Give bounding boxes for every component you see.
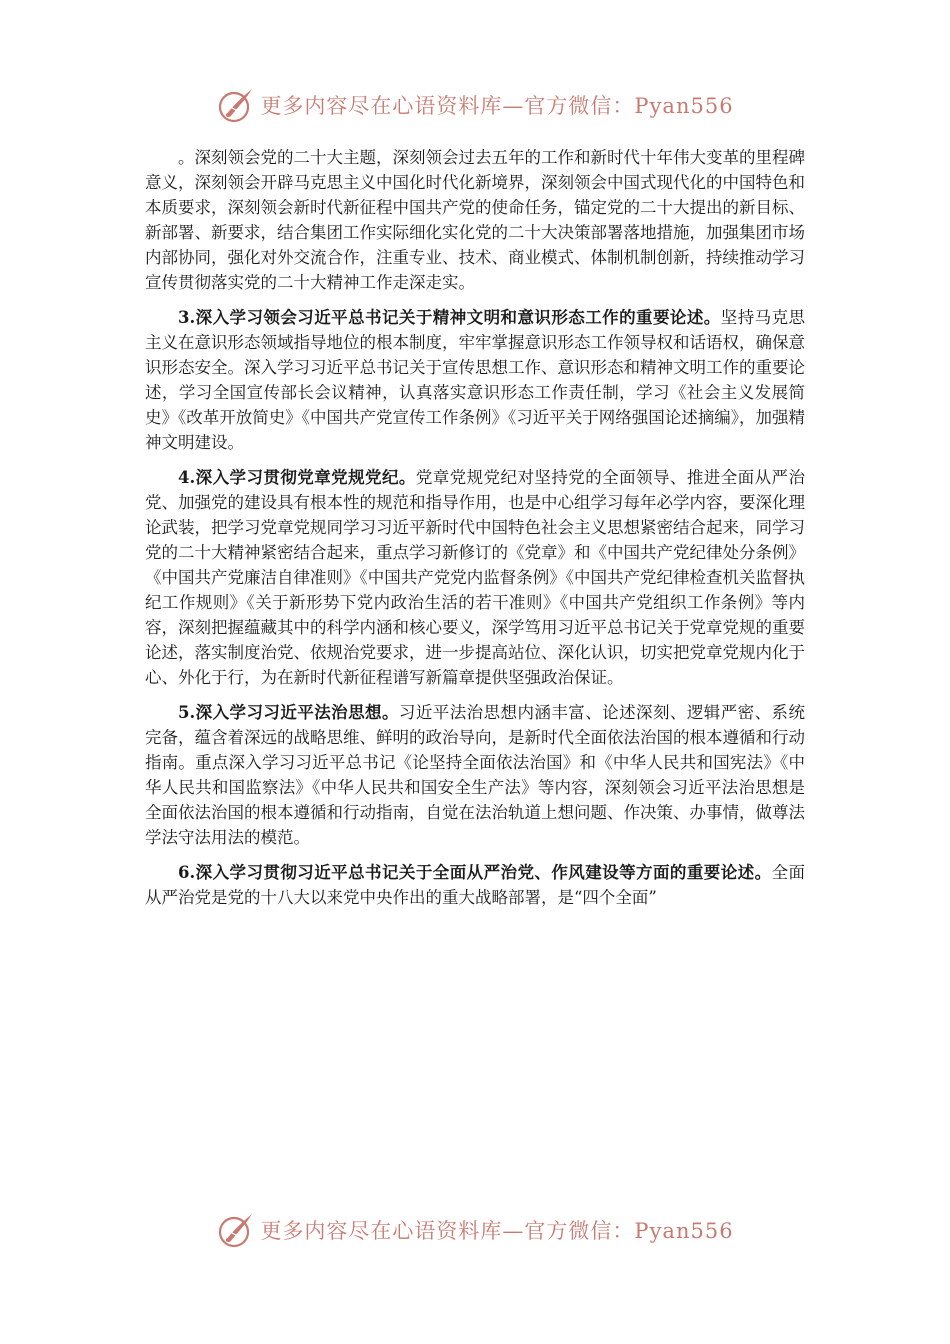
- paragraph-text: 习近平法治思想内涵丰富、论述深刻、逻辑严密、系统完备，蕴含着深远的战略思维、鲜明的政治导向，是新时代全面依法治国的根本遵循和行动指南。重点深入学习习近平总书记《论坚持全面依法治国》和《中华人民共和国宪法》《中华人民共和国监察法》《中华人民共和国安全生产法》等内容，深刻领会习近平法治思想是全面依法治国的根本遵循和行动指南，自觉在法治轨道上想问题、作决策、办事情，做尊法学法守法用法的模范。: [145, 703, 805, 847]
- paragraph-6: [145, 860, 805, 910]
- paragraph-intro: [145, 145, 805, 295]
- paragraph-lead: 4.深入学习贯彻党章党规党纪。: [178, 468, 416, 487]
- paragraph-text: 党章党规党纪对坚持党的全面领导、推进全面从严治党、加强党的建设具有根本性的规范和指导作用，也是中心组学习每年必学内容，要深化理论武装，把学习党章党规同学习习近平新时代中国特色社会主义思想紧密结合起来，同学习党的二十大精神紧密结合起来，重点学习新修订的《党章》和《中国共产党纪律处分条例》《中国共产党廉洁自律准则》《中国共产党党内监督条例》《中国共产党纪律检查机关监督执纪工作规则》《关于新形势下党内政治生活的若干准则》《中国共产党组织工作条例》等内容，深刻把握蕴藏其中的科学内涵和核心要义，深学笃用习近平总书记关于党章党规的重要论述，落实制度治党、依规治党要求，进一步提高站位、深化认识，切实把党章党规内化于心、外化于行，为在新时代新征程谱写新篇章提供坚强政治保证。: [145, 468, 805, 687]
- footer-banner: [0, 1207, 950, 1253]
- paragraph-lead: 6.深入学习贯彻习近平总书记关于全面从严治党、作风建设等方面的重要论述。: [178, 863, 772, 882]
- paragraph-text: 坚持马克思主义在意识形态领域指导地位的根本制度，牢牢掌握意识形态工作领导权和话语权，确保意识形态安全。深入学习习近平总书记关于宣传思想工作、意识形态和精神文明工作的重要论述，学习全国宣传部长会议精神，认真落实意识形态工作责任制，学习《社会主义发展简史》《改革开放简史》《中国共产党宣传工作条例》《习近平关于网络强国论述摘编》，加强精神文明建设。: [145, 308, 806, 452]
- paragraph-lead: 5.深入学习习近平法治思想。: [178, 703, 399, 722]
- banner-text: 更多内容尽在心语资料库—官方微信：Pyan556: [260, 1219, 734, 1243]
- paragraph-text: 全面从严治党是党的十八大以来党中央作出的重大战略部署，是“四个全面”: [145, 863, 806, 907]
- paragraph-3: [145, 305, 805, 455]
- paragraph-text: 。深刻领会党的二十大主题，深刻领会过去五年的工作和新时代十年伟大变革的里程碑意义，深刻领会开辟马克思主义中国化时代化新境界，深刻领会中国式现代化的中国特色和本质要求，深刻领会新时代新征程中国共产党的使命任务，锚定党的二十大提出的新目标、新部署、新要求，结合集团工作实际细化实化党的二十大决策部署落地措施，加强集团市场内部协同，强化对外交流合作，注重专业、技术、商业模式、体制机制创新，持续推动学习宣传贯彻落实党的二十大精神工作走深走实。: [145, 148, 805, 292]
- quill-pen-logo-icon: [216, 85, 256, 125]
- quill-pen-logo-icon: [216, 1210, 256, 1250]
- paragraph-5: [145, 700, 805, 850]
- banner-text: 更多内容尽在心语资料库—官方微信：Pyan556: [260, 94, 734, 118]
- header-banner: [0, 82, 950, 128]
- paragraph-4: [145, 465, 805, 690]
- paragraph-lead: 3.深入学习领会习近平总书记关于精神文明和意识形态工作的重要论述。: [178, 308, 721, 327]
- document-body: [145, 145, 805, 920]
